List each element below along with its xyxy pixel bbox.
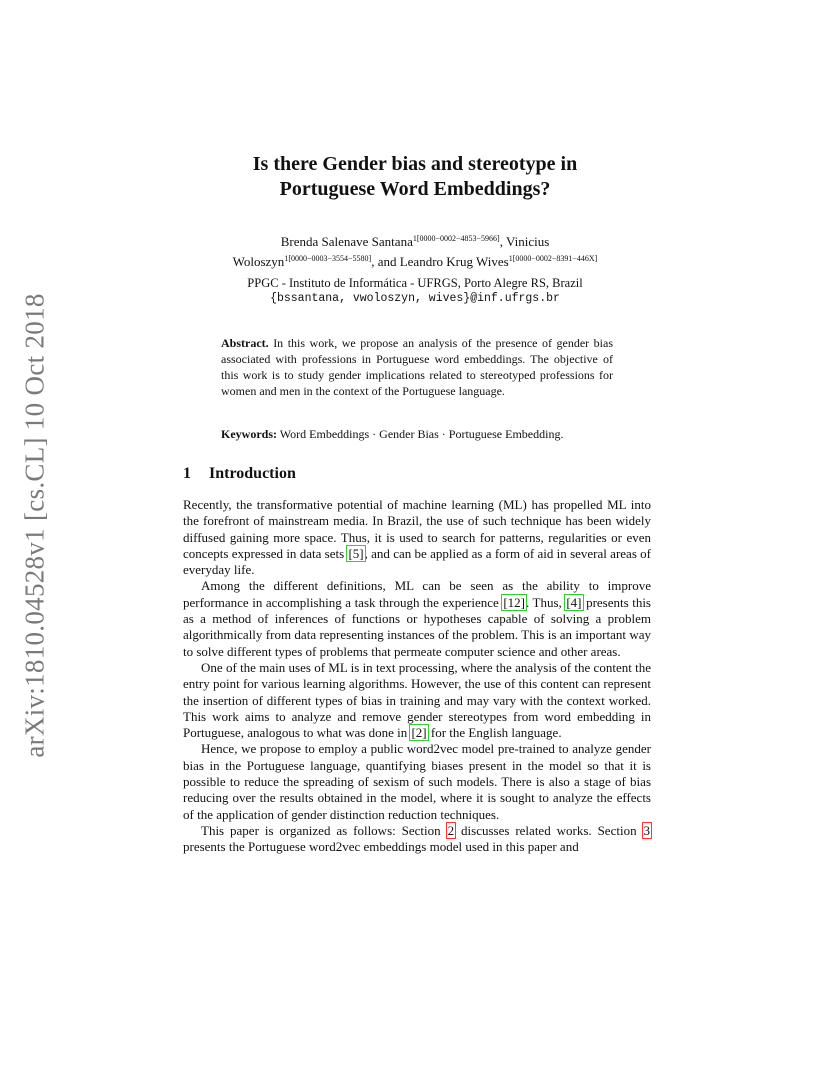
author-orcid: 1[0000−0002−4853−5966]: [412, 234, 500, 243]
paragraph: Among the different definitions, ML can be seen as the ability to improve performance in accomplishing a task through the experience [12]. Thus, [4] presents this as a method of inferences of functions or hypotheses capable of solving a problem algorithmically from data representing instances of the problem. This is an important way to solve different types of problems that permeate computer science and other areas.: [183, 578, 651, 659]
paragraph: Hence, we propose to employ a public word2vec model pre-trained to analyze gender bias in the Portuguese language, quantifying biases present in the model so that it is possible to reduce the spreading of sexism of such models. There is also a stage of bias reducing over the results obtained in the model, where it is sought to analyze the effects of the application of gender distinction reduction techniques.: [183, 741, 651, 822]
author-orcid: 1[0000−0002−8391−446X]: [508, 254, 598, 263]
abstract-text: In this work, we propose an analysis of the presence of gender bias associated with professions in Portuguese word embeddings. The objective of this work is to study gender implications related to stereotyped professions for women and men in the context of the Portuguese language.: [221, 336, 614, 398]
paragraph: This paper is organized as follows: Section 2 discusses related works. Section 3 presents the Portuguese word2vec embeddings model used in this paper and: [183, 822, 650, 855]
keywords-label: Keywords:: [221, 427, 277, 441]
citation-link[interactable]: [4]: [566, 594, 582, 610]
paragraph: One of the main uses of ML is in text processing, where the analysis of the content the entry point for various learning algorithms. However, the use of this content can represent the insertion of different types of bias in training and may vary with the context worked. This work aims to analyze and remove gender stereotypes from word embedding in Portuguese, analogous to what was done in [2] for the English language.: [183, 659, 651, 741]
arxiv-identifier-text: arXiv:1810.04528v1 [cs.CL] 10 Oct 2018: [19, 292, 50, 758]
citation-link[interactable]: [12]: [503, 594, 525, 610]
section-ref-link[interactable]: 3: [643, 822, 650, 838]
citation-link[interactable]: [2]: [411, 725, 427, 741]
author-emails: {bssantana, vwoloszyn, wives}@inf.ufrgs.br: [270, 292, 560, 305]
author-list: [170, 230, 660, 270]
affiliation: PPGC - Instituto de Informática - UFRGS, Porto Alegre RS, Brazil: [247, 276, 583, 290]
title-line-2: Portuguese Word Embeddings?: [279, 178, 551, 200]
keywords: [221, 426, 621, 442]
abstract: [221, 335, 613, 399]
citation-link[interactable]: [5]: [348, 545, 364, 561]
title-line-1: Is there Gender bias and stereotype in: [252, 153, 578, 175]
author-orcid: 1[0000−0003−3554−5580]: [284, 254, 372, 263]
author-name: , Vinicius: [499, 234, 550, 249]
affiliation-block: [170, 275, 660, 307]
body-text: [183, 497, 651, 856]
abstract-label: Abstract.: [221, 336, 269, 350]
author-name: Woloszyn: [232, 254, 285, 269]
author-name: , and Leandro Krug Wives: [371, 254, 509, 269]
section-number: 1: [183, 465, 191, 482]
paper-title: [150, 152, 680, 202]
keywords-text: Word Embeddings · Gender Bias · Portuguese Embedding.: [279, 427, 564, 441]
section-title: Introduction: [209, 465, 296, 482]
section-heading: [183, 465, 296, 483]
arxiv-identifier: [10, 290, 60, 760]
section-ref-link[interactable]: 2: [447, 822, 455, 838]
paragraph: Recently, the transformative potential of machine learning (ML) has propelled ML into the forefront of mainstream media. In Brazil, the use of such technique has been widely diffused gaining more space. Thus, it is used to search for patterns, regularities or even concepts expressed in data sets [5], and can be applied as a form of aid in several areas of everyday life.: [183, 497, 651, 578]
author-name: Brenda Salenave Santana: [280, 234, 413, 249]
